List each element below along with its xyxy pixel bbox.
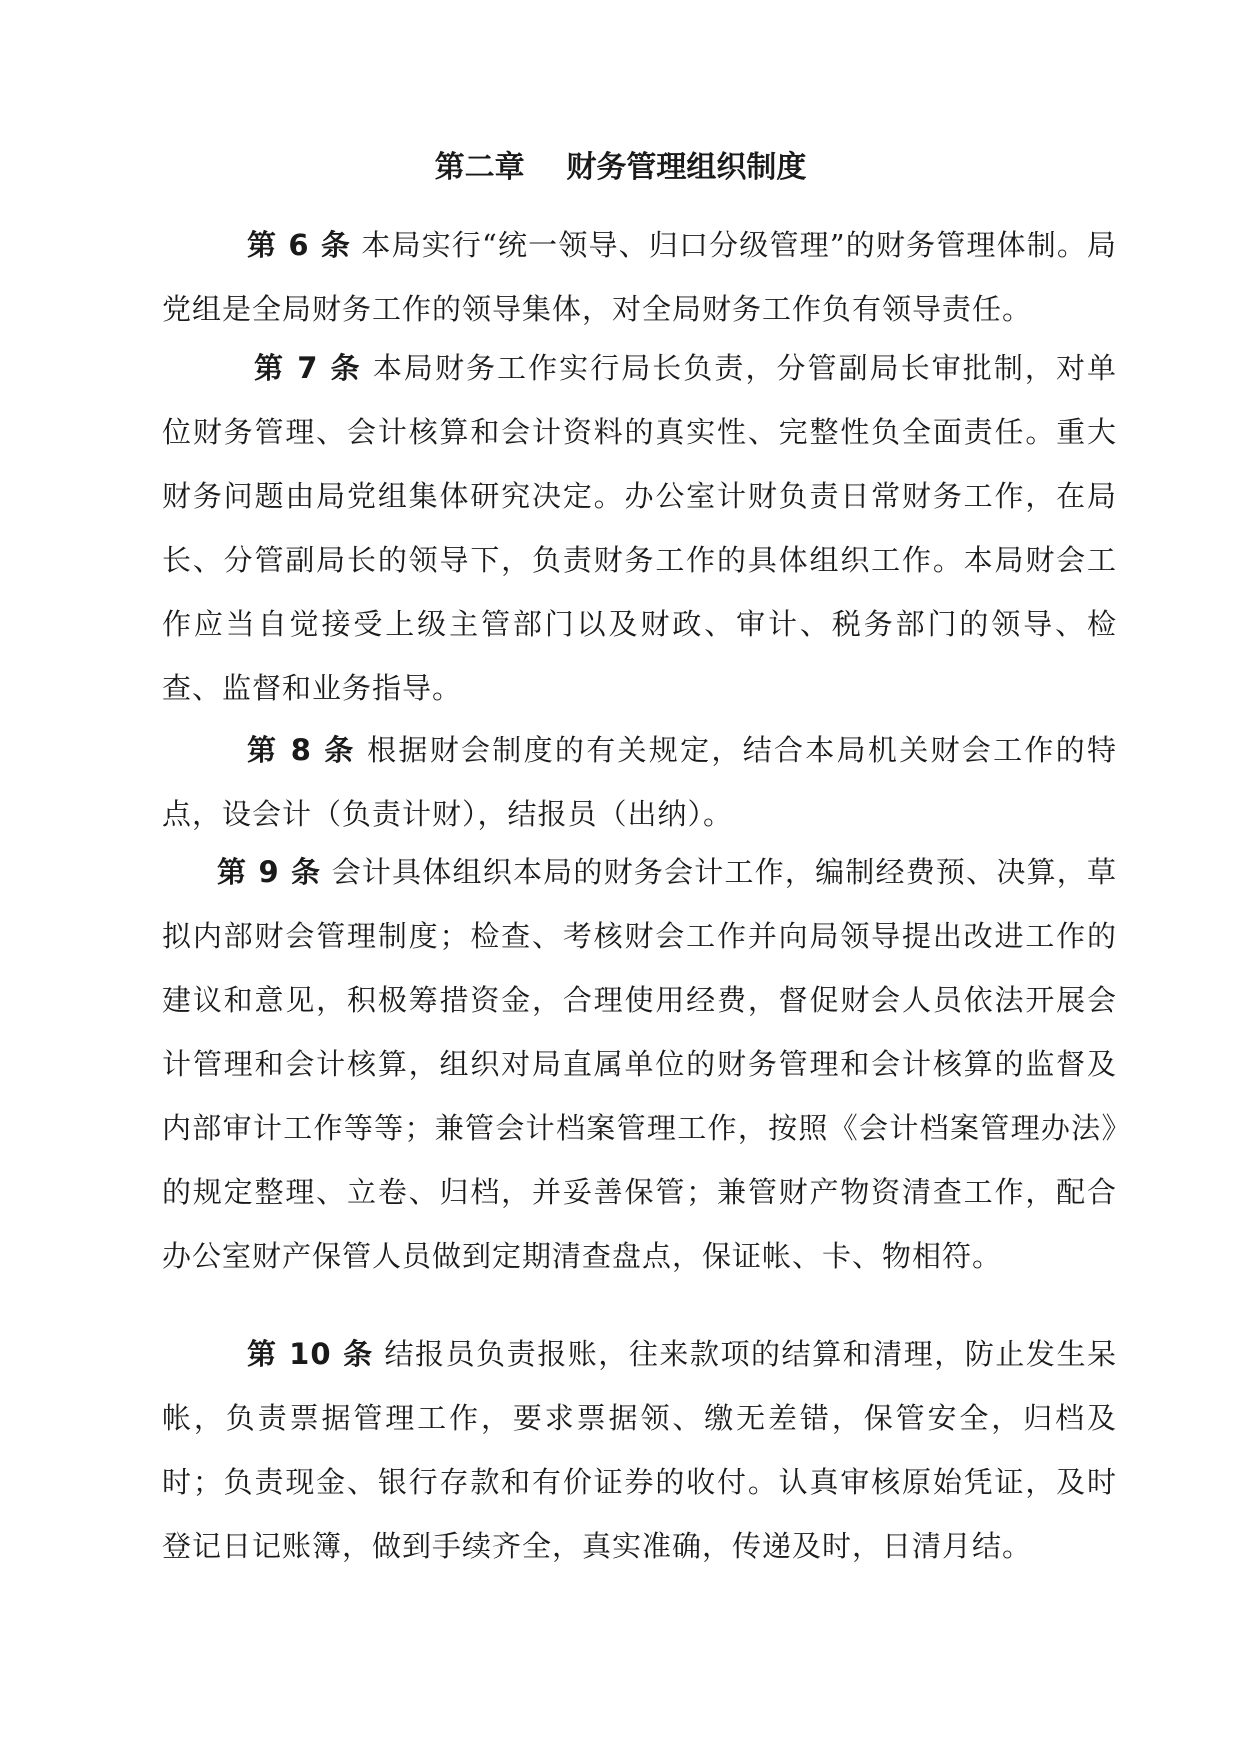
article-7 xyxy=(162,336,1117,720)
article-6 xyxy=(162,213,1117,341)
article-6-label: 第 6 条 xyxy=(247,228,352,262)
article-9-label: 第 9 条 xyxy=(217,855,322,889)
article-10 xyxy=(162,1322,1117,1578)
article-10-label: 第 10 条 xyxy=(247,1337,374,1371)
article-9-text: 会计具体组织本局的财务会计工作，编制经费预、决算，草拟内部财会管理制度；检查、考核财会工作并向局领导提出改进工作的建议和意见，积极筹措资金，合理使用经费，督促财会人员依法开展会计管理和会计核算，组织对局直属单位的财务管理和会计核算的监督及内部审计工作等等；兼管会计档案管理工作，按照《会计档案管理办法》的规定整理、立卷、归档，并妥善保管；兼管财产物资清查工作，配合办公室财产保管人员做到定期清查盘点，保证帐、卡、物相符。 xyxy=(162,855,1117,1273)
article-7-text: 本局财务工作实行局长负责，分管副局长审批制，对单位财务管理、会计核算和会计资料的真实性、完整性负全面责任。重大财务问题由局党组集体研究决定。办公室计财负责日常财务工作，在局长、分管副局长的领导下，负责财务工作的具体组织工作。本局财会工作应当自觉接受上级主管部门以及财政、审计、税务部门的领导、检查、监督和业务指导。 xyxy=(162,351,1118,705)
article-9 xyxy=(162,840,1117,1288)
article-8 xyxy=(162,718,1117,846)
article-8-label: 第 8 条 xyxy=(247,733,356,767)
article-6-text: 本局实行“统一领导、归口分级管理”的财务管理体制。局党组是全局财务工作的领导集体，对全局财务工作负有领导责任。 xyxy=(162,228,1118,326)
chapter-title: 第二章 财务管理组织制度 xyxy=(434,150,807,185)
article-7-label: 第 7 条 xyxy=(254,351,362,385)
article-8-text: 根据财会制度的有关规定，结合本局机关财会工作的特点，设会计（负责计财），结报员（出纳）。 xyxy=(162,733,1118,831)
article-10-text: 结报员负责报账，往来款项的结算和清理，防止发生呆帐，负责票据管理工作，要求票据领、缴无差错，保管安全，归档及时；负责现金、银行存款和有价证券的收付。认真审核原始凭证，及时登记日记账簿，做到手续齐全，真实准确，传递及时，日清月结。 xyxy=(162,1337,1117,1563)
